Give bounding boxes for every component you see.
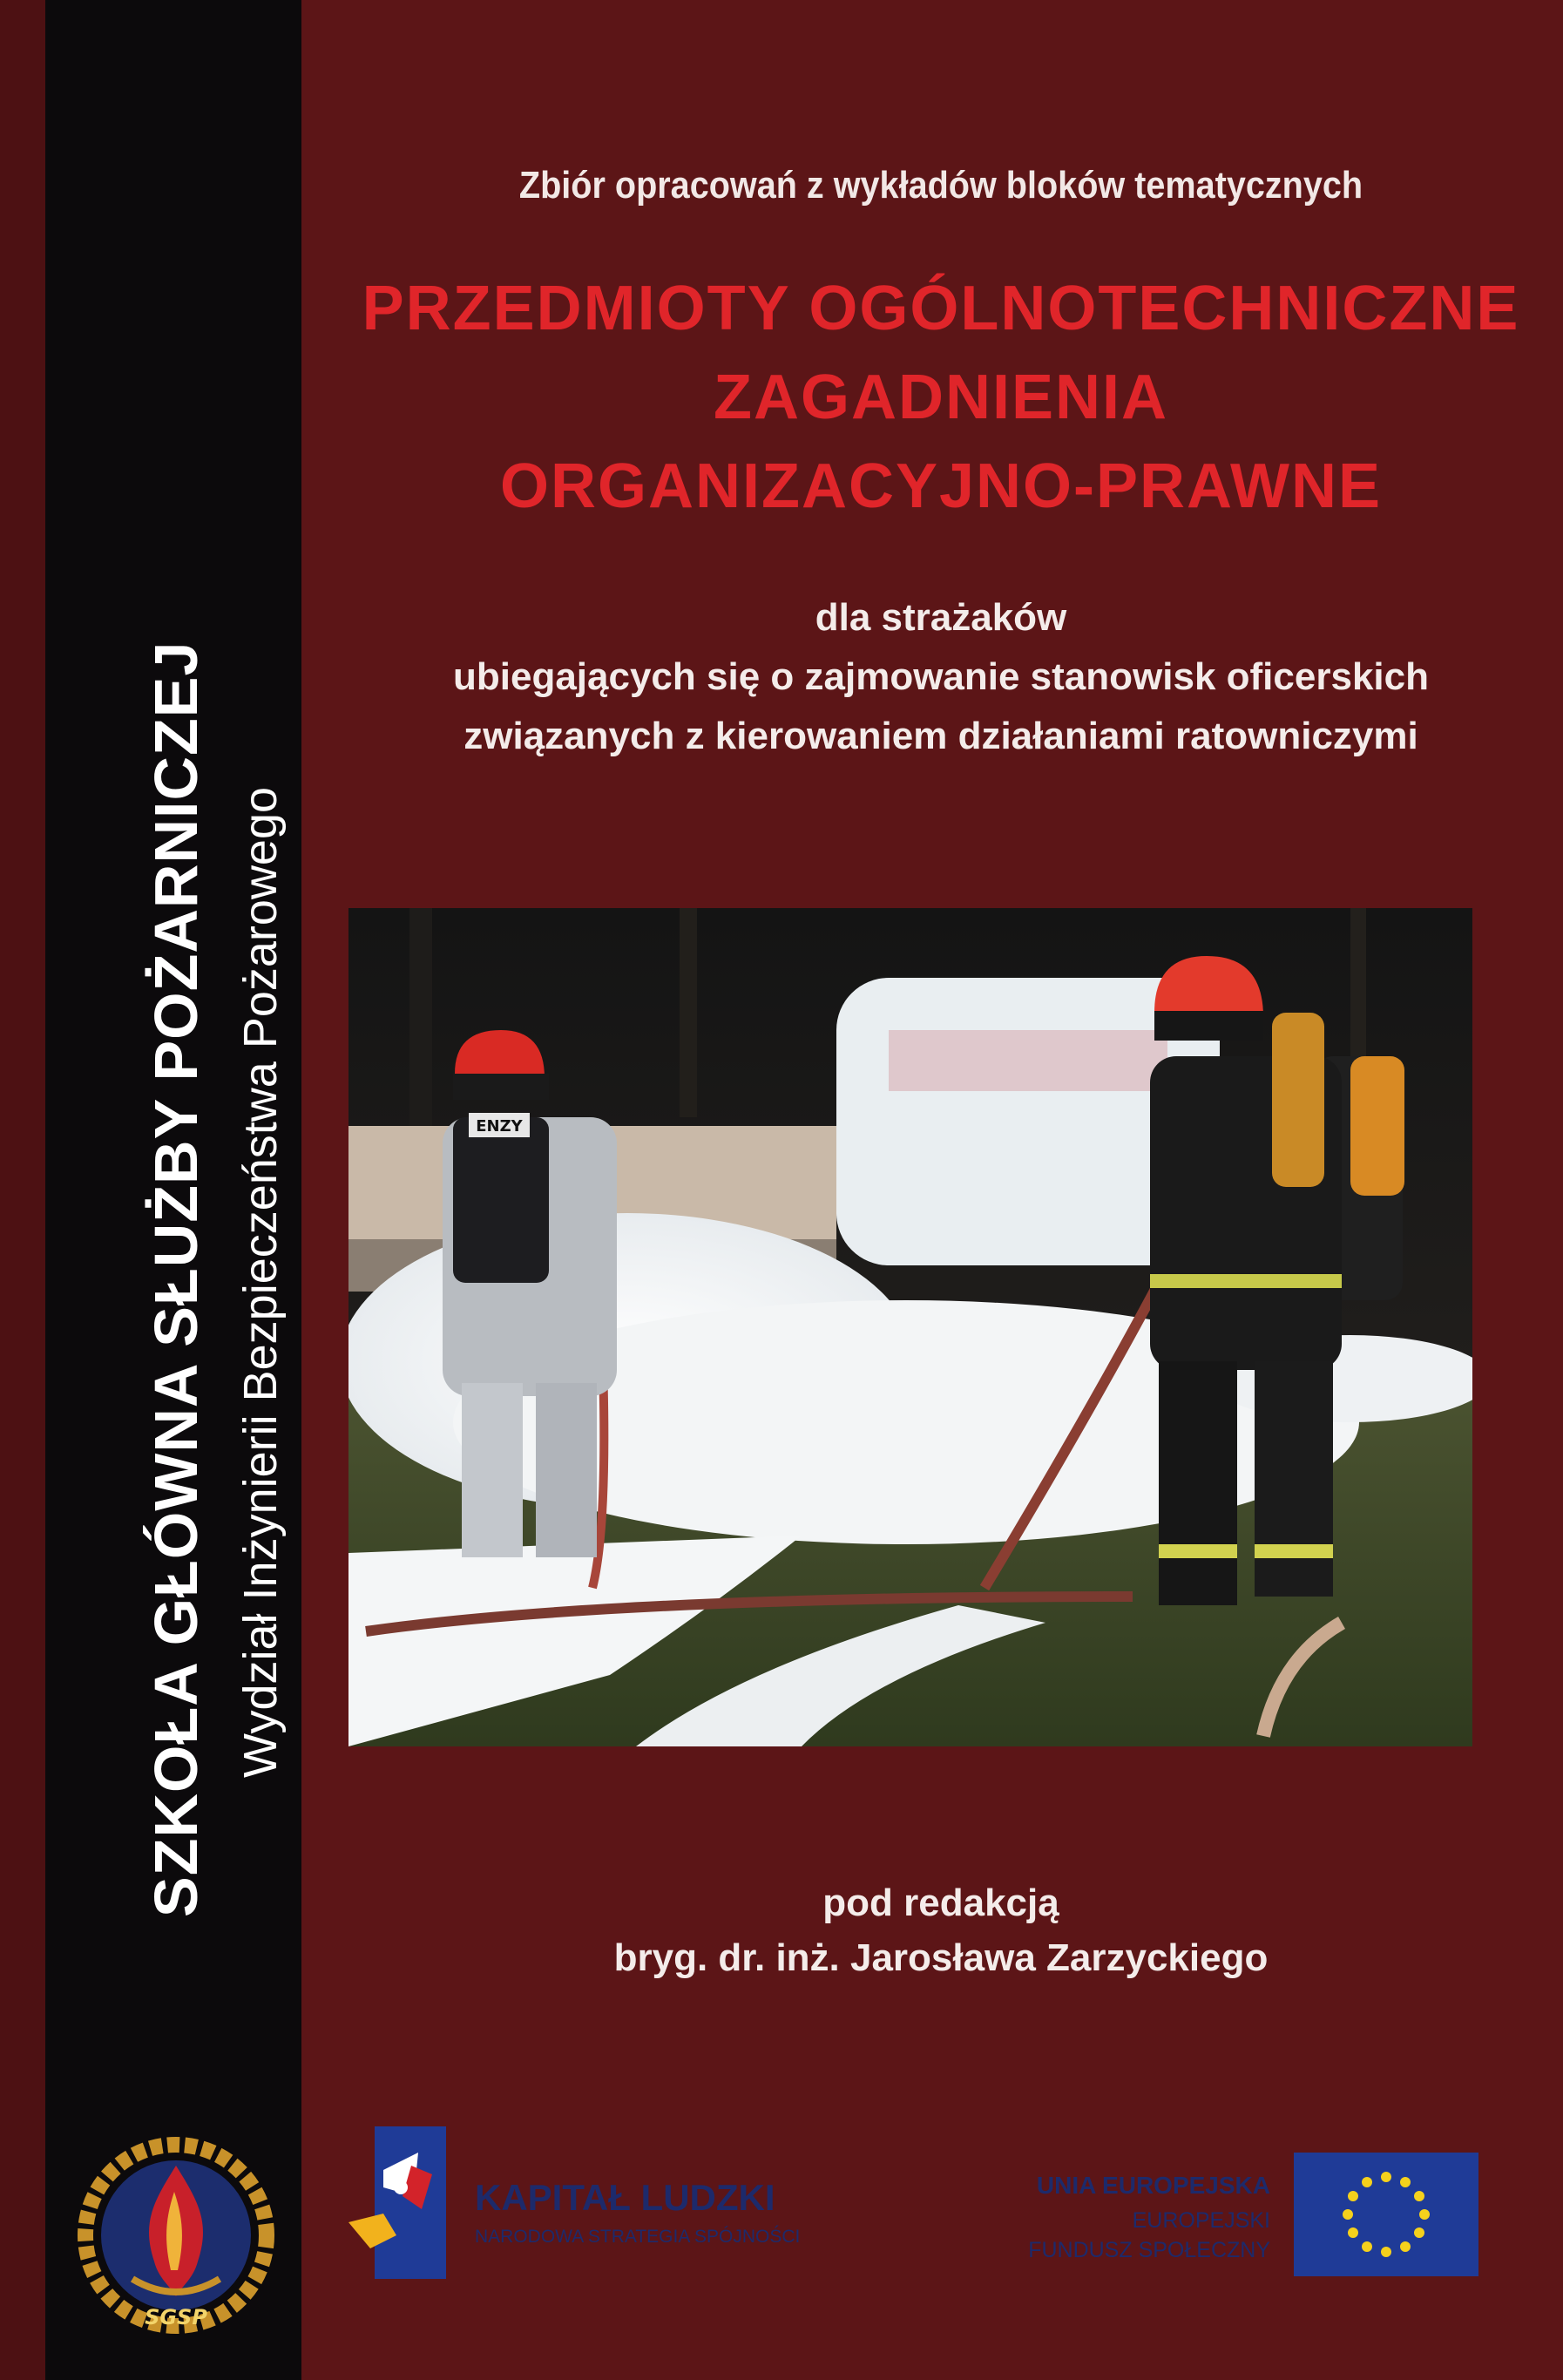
audience-line-1: dla strażaków [815,596,1067,639]
title-line-1: PRZEDMIOTY OGÓLNOTECHNICZNE [362,274,1520,343]
faculty-name: Wydział Inżynierii Bezpieczeństwa Pożarowego [234,786,287,1778]
sgsp-emblem-text: SGSP [145,2305,207,2329]
audience-line-2: ubiegających się o zajmowanie stanowisk oficerskich [453,655,1429,698]
cover-edge [0,0,45,2380]
editor-name: bryg. dr. inż. Jarosława Zarzyckiego [613,1936,1269,1979]
eu-line-2: EUROPEJSKI [1132,2208,1270,2233]
title-line-3: ORGANIZACYJNO-PRAWNE [499,451,1383,521]
editor-label: pod redakcją [822,1882,1059,1924]
institution-name: SZKOŁA GŁÓWNA SŁUŻBY POŻARNICZEJ [142,641,210,1917]
kapital-ludzki-subtitle: NARODOWA STRATEGIA SPÓJNOŚCI [475,2227,801,2247]
spine-band [45,0,301,2380]
eu-line-1: UNIA EUROPEJSKA [1036,2172,1270,2199]
sgsp-emblem-icon [71,2131,281,2340]
series-line: Zbiór opracowań z wykładów bloków tematycznych [518,164,1363,207]
eu-flag-icon [1294,2153,1478,2276]
helmet-label: ENZY [476,1117,523,1136]
eu-line-3: FUNDUSZ SPOŁECZNY [1028,2238,1270,2262]
audience-line-3: związanych z kierowaniem działaniami ratowniczymi [463,715,1418,757]
kapital-ludzki-logo-icon [348,2126,446,2279]
kapital-ludzki-name: KAPITAŁ LUDZKI [475,2177,775,2218]
firefighters-photo [348,908,1472,1746]
title-line-2: ZAGADNIENIA [714,363,1168,432]
